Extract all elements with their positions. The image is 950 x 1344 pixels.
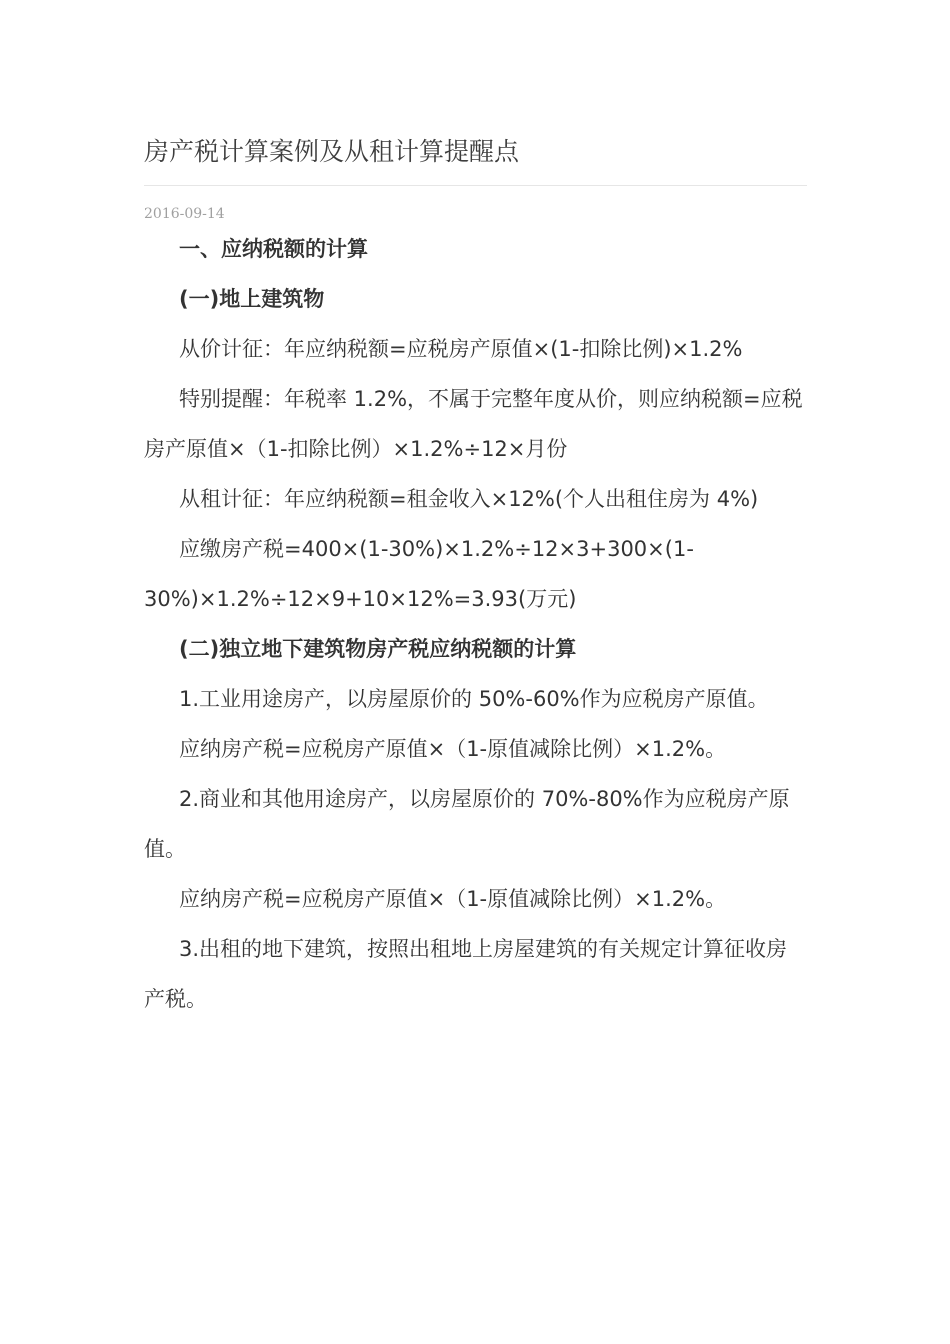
paragraph: 特别提醒：年税率 1.2%，不属于完整年度从价，则应纳税额=应税房产原值×（1-扣除比例）×1.2%÷12×月份: [144, 387, 803, 461]
paragraph: 2.商业和其他用途房产，以房屋原价的 70%-80%作为应税房产原值。: [144, 787, 790, 861]
subsection-heading: (二)独立地下建筑物房产税应纳税额的计算: [179, 637, 577, 661]
article-body: [144, 224, 807, 1024]
title-divider: [144, 185, 807, 186]
paragraph: 应纳房产税=应税房产原值×（1-原值减除比例）×1.2%。: [179, 737, 727, 761]
paragraph: 应缴房产税=400×(1-30%)×1.2%÷12×3+300×(1-30%)×1.2%÷12×9+10×12%=3.93(万元): [144, 537, 694, 611]
subsection-heading: (一)地上建筑物: [179, 287, 325, 311]
section-heading: 一、应纳税额的计算: [179, 237, 368, 261]
paragraph: 从租计征：年应纳税额=租金收入×12%(个人出租住房为 4%): [179, 487, 759, 511]
article: [144, 132, 807, 1024]
paragraph: 3.出租的地下建筑，按照出租地上房屋建筑的有关规定计算征收房产税。: [144, 937, 788, 1011]
paragraph: 从价计征：年应纳税额=应税房产原值×(1-扣除比例)×1.2%: [179, 337, 743, 361]
paragraph: 应纳房产税=应税房产原值×（1-原值减除比例）×1.2%。: [179, 887, 727, 911]
article-title: 房产税计算案例及从租计算提醒点: [144, 137, 520, 166]
article-date: 2016-09-14: [144, 206, 225, 222]
paragraph: 1.工业用途房产，以房屋原价的 50%-60%作为应税房产原值。: [179, 687, 769, 711]
